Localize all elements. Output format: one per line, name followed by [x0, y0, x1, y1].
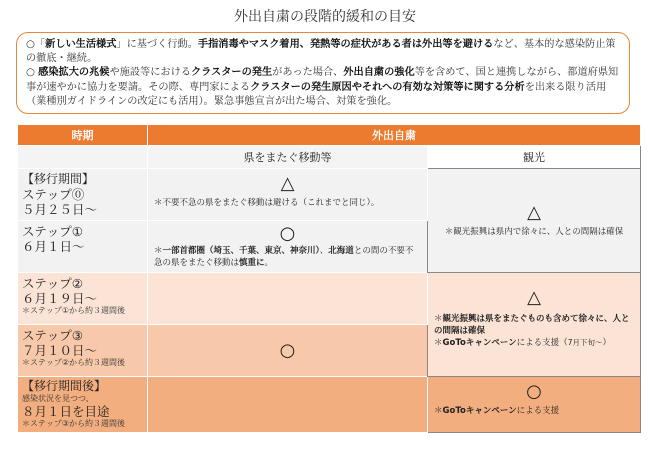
note-line-1: ○「新しい生活様式」に基づく行動。手指消毒やマスク着用、発熱等の症状がある者は外出等を避けるなど、基本的な感染防止策の徹底・継続。: [26, 39, 616, 65]
period-step1: ステップ① ６月１日～: [18, 221, 148, 273]
triangle-symbol: △: [527, 201, 541, 223]
note-line-2: ○ 感染拡大の兆候や施設等におけるクラスターの発生があった場合、外出自粛の強化等を含めて、国と連携しながら、都道府県知事が速やかに協力を要請。その際、専門家によるクラスターの発生原因やそれへの有効な対策等に関する分析を出来る限り活用（業種別ガイドラインの改定にも活用）。緊急事態宣言が出た場合、対策を強化。: [26, 67, 619, 107]
period-step0: 【移行期間】 ステップ⓪ ５月２５日～: [18, 169, 148, 221]
tour-step23-note2: ＊GoToキャンペーンによる支援（7月下旬～）: [434, 338, 611, 348]
pref-step2-cell: [148, 273, 428, 325]
sub-tourism: 観光: [428, 146, 641, 169]
pref-after-cell: [148, 377, 428, 433]
period-after: 【移行期間後】 感染状況を見つつ、 ８月１日を目途 ＊ステップ③から約３週間後: [18, 377, 148, 433]
pref-step1-note: ＊一部首都圏（埼玉、千葉、東京、神奈川）、北海道との間の不要不急の県をまたぐ移動は慎重に。: [154, 246, 414, 268]
tour-step01-note: ＊観光振興は県内で徐々に、人との間隔は確保: [444, 226, 624, 237]
sub-blank: [18, 146, 148, 169]
period-step2: ステップ② ６月１９日～ ＊ステップ①から約３週間後: [18, 273, 148, 325]
pref-step1-cell: [148, 221, 428, 273]
tour-step23-note: ＊観光振興は県をまたぐものも含めて徐々に、人との間隔は確保: [434, 314, 630, 336]
period-step3: ステップ③ ７月１０日～ ＊ステップ②から約３週間後: [18, 325, 148, 377]
circle-symbol: ○: [279, 339, 296, 361]
pref-step0-cell: [148, 169, 428, 221]
pref-step0-note: ＊不要不急の県をまたぐ移動は避ける（これまでと同じ）。: [154, 198, 380, 208]
notes-box: [16, 32, 630, 114]
tour-step01-cell: [428, 169, 641, 273]
sub-prefecture: 県をまたぐ移動等: [148, 146, 428, 169]
tour-after-note: ＊GoToキャンペーンによる支援: [434, 406, 560, 416]
header-outing: 外出自粛: [148, 125, 641, 146]
header-period: 時期: [18, 125, 148, 146]
circle-symbol: ○: [279, 223, 296, 244]
tour-after-cell: [428, 377, 641, 433]
page-title: 外出自粛の段階的緩和の目安: [234, 9, 416, 25]
schedule-table: [17, 124, 641, 433]
triangle-symbol: △: [527, 287, 541, 308]
tour-step23-cell: [428, 273, 641, 377]
circle-symbol: ○: [526, 381, 542, 402]
triangle-symbol: △: [280, 173, 295, 194]
pref-step3-cell: [148, 325, 428, 377]
